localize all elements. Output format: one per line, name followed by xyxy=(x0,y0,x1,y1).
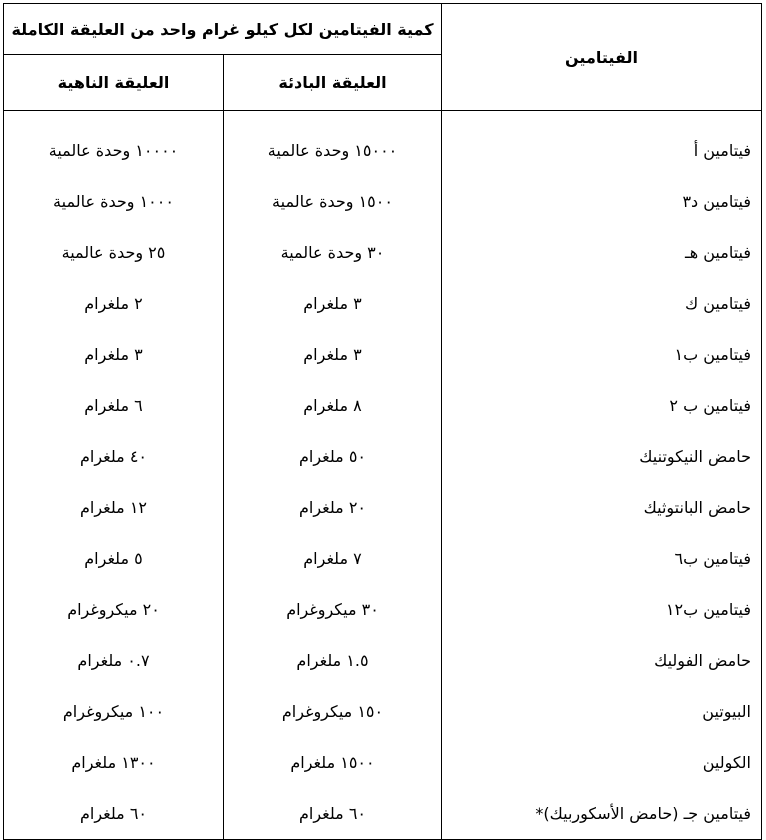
vitamin-column xyxy=(442,111,762,840)
starter-value: ١٥٠٠٠ وحدة عالمية xyxy=(267,141,398,160)
header-finisher: العليقة الناهية xyxy=(4,55,224,111)
finisher-value: ٦٠ ملغرام xyxy=(79,804,148,823)
starter-value: ٨ ملغرام xyxy=(303,396,362,415)
finisher-value: ٢٠ ميكروغرام xyxy=(67,600,160,619)
vitamin-name: حامض البانتوثيك xyxy=(643,498,751,517)
vitamin-name: فيتامين جـ (حامض الأسكوربيك)* xyxy=(535,804,751,823)
starter-column xyxy=(224,111,442,840)
header-vitamin: الفيتامين xyxy=(442,4,762,111)
vitamin-name: فيتامين أ xyxy=(693,141,751,160)
vitamin-name: حامض النيكوتنيك xyxy=(639,447,751,466)
finisher-value: ١٢ ملغرام xyxy=(79,498,148,517)
starter-value: ١٥٠ ميكروغرام xyxy=(281,702,384,721)
finisher-value: ٦ ملغرام xyxy=(84,396,143,415)
finisher-value: ١٠٠٠ وحدة عالمية xyxy=(53,192,174,211)
starter-value: ٢٠ ملغرام xyxy=(298,498,367,517)
finisher-value: ٢ ملغرام xyxy=(84,294,143,313)
starter-value: ٥٠ ملغرام xyxy=(298,447,367,466)
finisher-value: ٥ ملغرام xyxy=(84,549,143,568)
finisher-value: ٣ ملغرام xyxy=(84,345,143,364)
starter-value: ٣ ملغرام xyxy=(303,345,362,364)
header-amount: كمية الفيتامين لكل كيلو غرام واحد من العليقة الكاملة xyxy=(4,4,442,55)
starter-value: ٣٠ ميكروغرام xyxy=(286,600,379,619)
finisher-value: ٢٥ وحدة عالمية xyxy=(61,243,166,262)
vitamin-name: فيتامين هـ xyxy=(685,243,751,262)
starter-value: ١٥٠٠ ملغرام xyxy=(290,753,375,772)
finisher-value: ٠.٧ ملغرام xyxy=(77,651,150,670)
vitamin-name: حامض الفوليك xyxy=(654,651,751,670)
starter-value: ٣٠ وحدة عالمية xyxy=(280,243,385,262)
starter-value: ١.٥ ملغرام xyxy=(296,651,369,670)
vitamin-table xyxy=(3,3,762,840)
vitamin-name: الكولين xyxy=(702,753,751,772)
starter-value: ٧ ملغرام xyxy=(303,549,362,568)
vitamin-name: فيتامين ب١ xyxy=(674,345,751,364)
vitamin-name: فيتامين ب٦ xyxy=(674,549,751,568)
finisher-value: ١٠٠٠٠ وحدة عالمية xyxy=(48,141,179,160)
finisher-column xyxy=(4,111,224,840)
finisher-value: ٤٠ ملغرام xyxy=(79,447,148,466)
vitamin-name: فيتامين ب ٢ xyxy=(669,396,751,415)
vitamin-name: فيتامين ب١٢ xyxy=(665,600,751,619)
finisher-value: ١٣٠٠ ملغرام xyxy=(71,753,156,772)
vitamin-name: فيتامين ك xyxy=(684,294,751,313)
finisher-value: ١٠٠ ميكروغرام xyxy=(62,702,165,721)
vitamin-name: البيوتين xyxy=(702,702,751,721)
header-starter: العليقة البادئة xyxy=(224,55,442,111)
starter-value: ٣ ملغرام xyxy=(303,294,362,313)
starter-value: ٦٠ ملغرام xyxy=(298,804,367,823)
starter-value: ١٥٠٠ وحدة عالمية xyxy=(272,192,393,211)
vitamin-name: فيتامين د٣ xyxy=(682,192,751,211)
